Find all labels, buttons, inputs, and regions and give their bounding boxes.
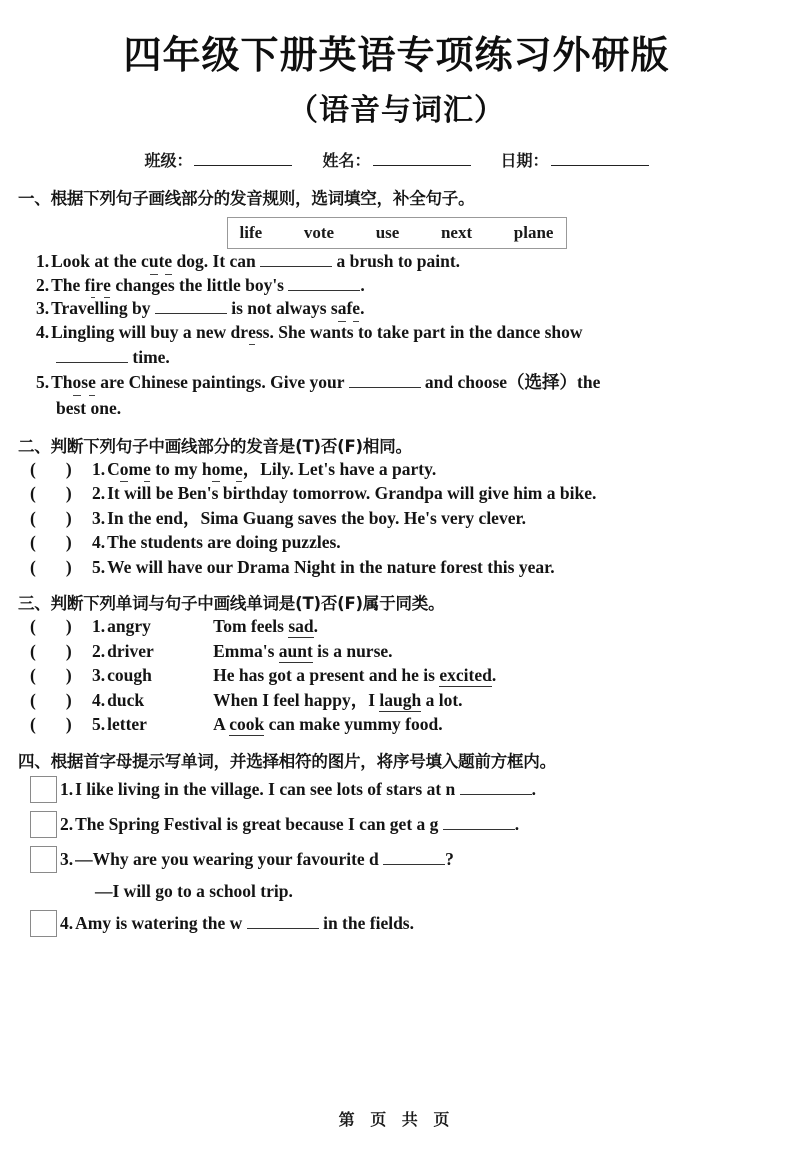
item-number: 4. <box>92 689 106 710</box>
word-bank-item: life <box>239 223 263 243</box>
text-fragment: . <box>313 616 318 637</box>
item-text <box>75 849 793 870</box>
question-item <box>0 274 793 295</box>
phoneme-mark: e <box>164 251 173 272</box>
item-text <box>107 458 793 479</box>
answer-parentheses[interactable]: ( ) <box>30 507 72 528</box>
judgement-item <box>0 485 793 503</box>
category-item <box>0 716 793 734</box>
answer-parentheses[interactable]: ( ) <box>30 556 72 577</box>
date-field <box>501 148 649 171</box>
item-number: 3. <box>60 848 74 869</box>
date-input-blank[interactable] <box>551 151 649 166</box>
item-number: 3. <box>36 298 50 319</box>
text-fragment: is not always s <box>226 298 338 319</box>
text-fragment: and choose（选择）the <box>420 372 601 393</box>
text-fragment: ，Lily. Let's have a party. <box>242 458 437 479</box>
question-item <box>0 253 793 271</box>
phoneme-mark: o <box>119 458 129 479</box>
text-fragment: Tom feels <box>213 616 289 637</box>
item-text: In the end，Sima Guang saves the boy. He's very clever. <box>107 507 526 528</box>
text-fragment: time. <box>128 347 170 368</box>
category-word: duck <box>107 689 145 710</box>
item-text <box>51 374 793 392</box>
text-fragment: ss. She wants to take part in the dance show <box>255 321 583 342</box>
text-fragment: can make yummy food. <box>264 714 443 735</box>
item-number: 5. <box>92 714 106 735</box>
answer-blank[interactable] <box>56 349 128 363</box>
underlined-word: sad <box>288 616 314 637</box>
item-number: 1. <box>92 616 106 637</box>
judgement-item <box>0 507 793 528</box>
worksheet-page <box>0 30 793 1152</box>
section-one-items <box>0 253 793 419</box>
text-fragment: . <box>531 778 537 799</box>
text-fragment: m <box>220 458 235 479</box>
category-word: angry <box>107 616 151 637</box>
item-number: 1. <box>92 458 106 479</box>
text-fragment: Emma's <box>213 640 279 661</box>
category-item <box>0 618 793 636</box>
text-fragment: a brush to paint. <box>332 251 461 272</box>
answer-checkbox[interactable] <box>30 811 57 838</box>
underlined-word: aunt <box>278 640 313 661</box>
text-fragment: Th <box>51 372 73 393</box>
name-label: 姓名： <box>322 151 371 171</box>
item-text <box>213 640 793 661</box>
text-fragment: He has got a present and he is <box>213 665 440 686</box>
question-continuation: best one. <box>56 397 122 418</box>
underlined-word: laugh <box>379 689 422 710</box>
category-word: letter <box>107 714 147 735</box>
section-heading-one: 一、根据下列句子画线部分的发音规则，选词填空，补全句子。 <box>18 189 475 209</box>
answer-parentheses[interactable]: ( ) <box>30 714 72 735</box>
text-fragment: Look at the c <box>51 251 149 272</box>
item-number: 3. <box>92 507 106 528</box>
text-fragment: in the fields. <box>318 912 414 933</box>
fill-in-item <box>0 776 793 803</box>
phoneme-mark: e <box>234 458 243 479</box>
item-number: 4. <box>60 912 74 933</box>
text-fragment: I like living in the village. I can see lots of stars at n <box>75 778 460 799</box>
text-fragment: The f <box>51 274 91 295</box>
answer-parentheses[interactable]: ( ) <box>30 458 72 479</box>
item-text <box>75 814 793 835</box>
text-fragment: Travelling by <box>51 298 155 319</box>
date-label: 日期： <box>500 151 549 171</box>
text-fragment: ? <box>445 848 454 869</box>
text-fragment: . <box>360 298 365 319</box>
item-text <box>51 300 793 318</box>
item-text <box>51 253 793 271</box>
answer-blank[interactable] <box>288 277 360 291</box>
item-text <box>75 779 793 800</box>
answer-parentheses[interactable]: ( ) <box>30 616 72 637</box>
item-text <box>75 913 793 934</box>
text-fragment: to my h <box>150 458 212 479</box>
item-text: We will have our Drama Night in the nature forest this year. <box>107 556 555 577</box>
item-text: It will be Ben's birthday tomorrow. Grandpa will give him a bike. <box>107 483 597 504</box>
text-fragment: Amy is watering the w <box>75 912 247 933</box>
item-text <box>213 689 793 710</box>
dialogue-reply: —I will go to a school trip. <box>95 880 293 901</box>
item-number: 4. <box>92 532 106 553</box>
text-fragment: f <box>346 298 353 319</box>
item-number: 2. <box>60 813 74 834</box>
page-title: 四年级下册英语专项练习外研版 <box>123 33 670 77</box>
answer-parentheses[interactable]: ( ) <box>30 532 72 553</box>
judgement-item <box>0 458 793 479</box>
phoneme-mark: u <box>148 251 159 272</box>
answer-parentheses[interactable]: ( ) <box>30 689 72 710</box>
answer-checkbox[interactable] <box>30 846 57 873</box>
underlined-word: excited <box>439 665 492 686</box>
text-fragment: A <box>213 714 230 735</box>
category-word: cough <box>107 665 152 686</box>
answer-checkbox[interactable] <box>30 910 57 937</box>
item-text <box>213 618 793 636</box>
item-number: 5. <box>92 556 106 577</box>
section-heading-two: 二、判断下列句子中画线部分的发音是(T)否(F)相同。 <box>18 436 412 456</box>
judgement-item <box>0 534 793 552</box>
text-fragment: When I feel happy，I <box>213 689 380 710</box>
section-heading-three: 三、判断下列单词与句子中画线单词是(T)否(F)属于同类。 <box>18 594 445 614</box>
item-number: 1. <box>36 251 50 272</box>
answer-blank[interactable] <box>349 374 421 388</box>
answer-checkbox[interactable] <box>30 776 57 803</box>
category-item <box>0 689 793 710</box>
answer-blank[interactable] <box>460 781 532 795</box>
word-bank-item: use <box>375 223 400 243</box>
text-fragment: . <box>360 274 365 295</box>
text-fragment: dog. It can <box>172 251 261 272</box>
phoneme-mark: e <box>88 372 96 393</box>
word-bank-item: next <box>440 223 473 243</box>
item-text <box>213 667 793 685</box>
text-fragment: are Chinese paintings. Give your <box>95 372 349 393</box>
text-fragment: . <box>514 813 520 834</box>
answer-blank[interactable] <box>443 816 515 830</box>
answer-blank[interactable] <box>155 300 227 314</box>
phoneme-mark: e <box>103 274 111 295</box>
text-fragment: s <box>81 372 89 393</box>
text-fragment: changes the little boy's <box>110 274 289 295</box>
section-four-items <box>0 776 793 937</box>
category-item <box>0 667 793 685</box>
item-number: 5. <box>36 372 50 393</box>
word-bank <box>227 217 567 249</box>
text-fragment: . <box>491 665 497 686</box>
text-fragment: C <box>107 458 120 479</box>
fill-in-item <box>0 846 793 873</box>
answer-blank[interactable] <box>260 253 332 267</box>
question-item <box>0 321 793 342</box>
class-input-blank[interactable] <box>194 151 292 166</box>
text-fragment: t <box>158 251 165 272</box>
text-fragment: —Why are you wearing your favourite d <box>75 848 384 869</box>
text-fragment: The Spring Festival is great because I can get a g <box>75 813 443 834</box>
section-heading-four: 四、根据首字母提示写单词，并选择相符的图片，将序号填入题前方框内。 <box>18 751 556 771</box>
answer-blank[interactable] <box>383 851 445 865</box>
student-info-line <box>0 148 793 171</box>
category-item <box>0 640 793 661</box>
section-two-items <box>0 458 793 577</box>
answer-parentheses[interactable]: ( ) <box>30 665 72 686</box>
item-number: 2. <box>36 274 50 295</box>
phoneme-mark: i <box>90 274 96 295</box>
answer-parentheses[interactable]: ( ) <box>30 640 72 661</box>
word-bank-item: plane <box>513 223 554 243</box>
question-continuation <box>0 347 793 368</box>
text-fragment: r <box>95 274 104 295</box>
item-number: 2. <box>92 483 106 504</box>
item-text: The students are doing puzzles. <box>107 532 341 553</box>
text-fragment: Lingling will buy a new dr <box>51 321 249 342</box>
answer-blank[interactable] <box>247 915 319 929</box>
item-number: 2. <box>92 640 106 661</box>
phoneme-mark: e <box>352 298 361 319</box>
question-item <box>0 300 793 318</box>
page-subtitle: （语音与词汇） <box>288 93 505 129</box>
phoneme-mark: o <box>72 372 82 393</box>
answer-parentheses[interactable]: ( ) <box>30 483 72 504</box>
underlined-word: cook <box>229 714 265 735</box>
judgement-item <box>0 556 793 577</box>
item-number: 3. <box>92 665 106 686</box>
page-footer: 第 页 共 页 <box>338 1110 455 1129</box>
class-label: 班级： <box>144 151 193 171</box>
word-bank-item: vote <box>303 223 335 243</box>
phoneme-mark: e <box>143 458 151 479</box>
item-number: 4. <box>36 321 50 342</box>
text-fragment: a lot. <box>421 689 463 710</box>
phoneme-mark: e <box>248 321 256 342</box>
item-text <box>51 274 793 295</box>
phoneme-mark: o <box>211 458 221 479</box>
item-text <box>51 321 793 342</box>
name-field <box>322 148 470 171</box>
category-word: driver <box>107 640 154 661</box>
section-three-items <box>0 618 793 734</box>
question-item <box>0 374 793 392</box>
class-field <box>144 148 292 171</box>
text-fragment: m <box>128 458 144 479</box>
item-text <box>213 716 793 734</box>
name-input-blank[interactable] <box>373 151 471 166</box>
phoneme-mark: a <box>337 298 347 319</box>
fill-in-item <box>0 811 793 838</box>
text-fragment: is a nurse. <box>312 640 393 661</box>
item-number: 1. <box>60 778 74 799</box>
fill-in-item <box>0 910 793 937</box>
